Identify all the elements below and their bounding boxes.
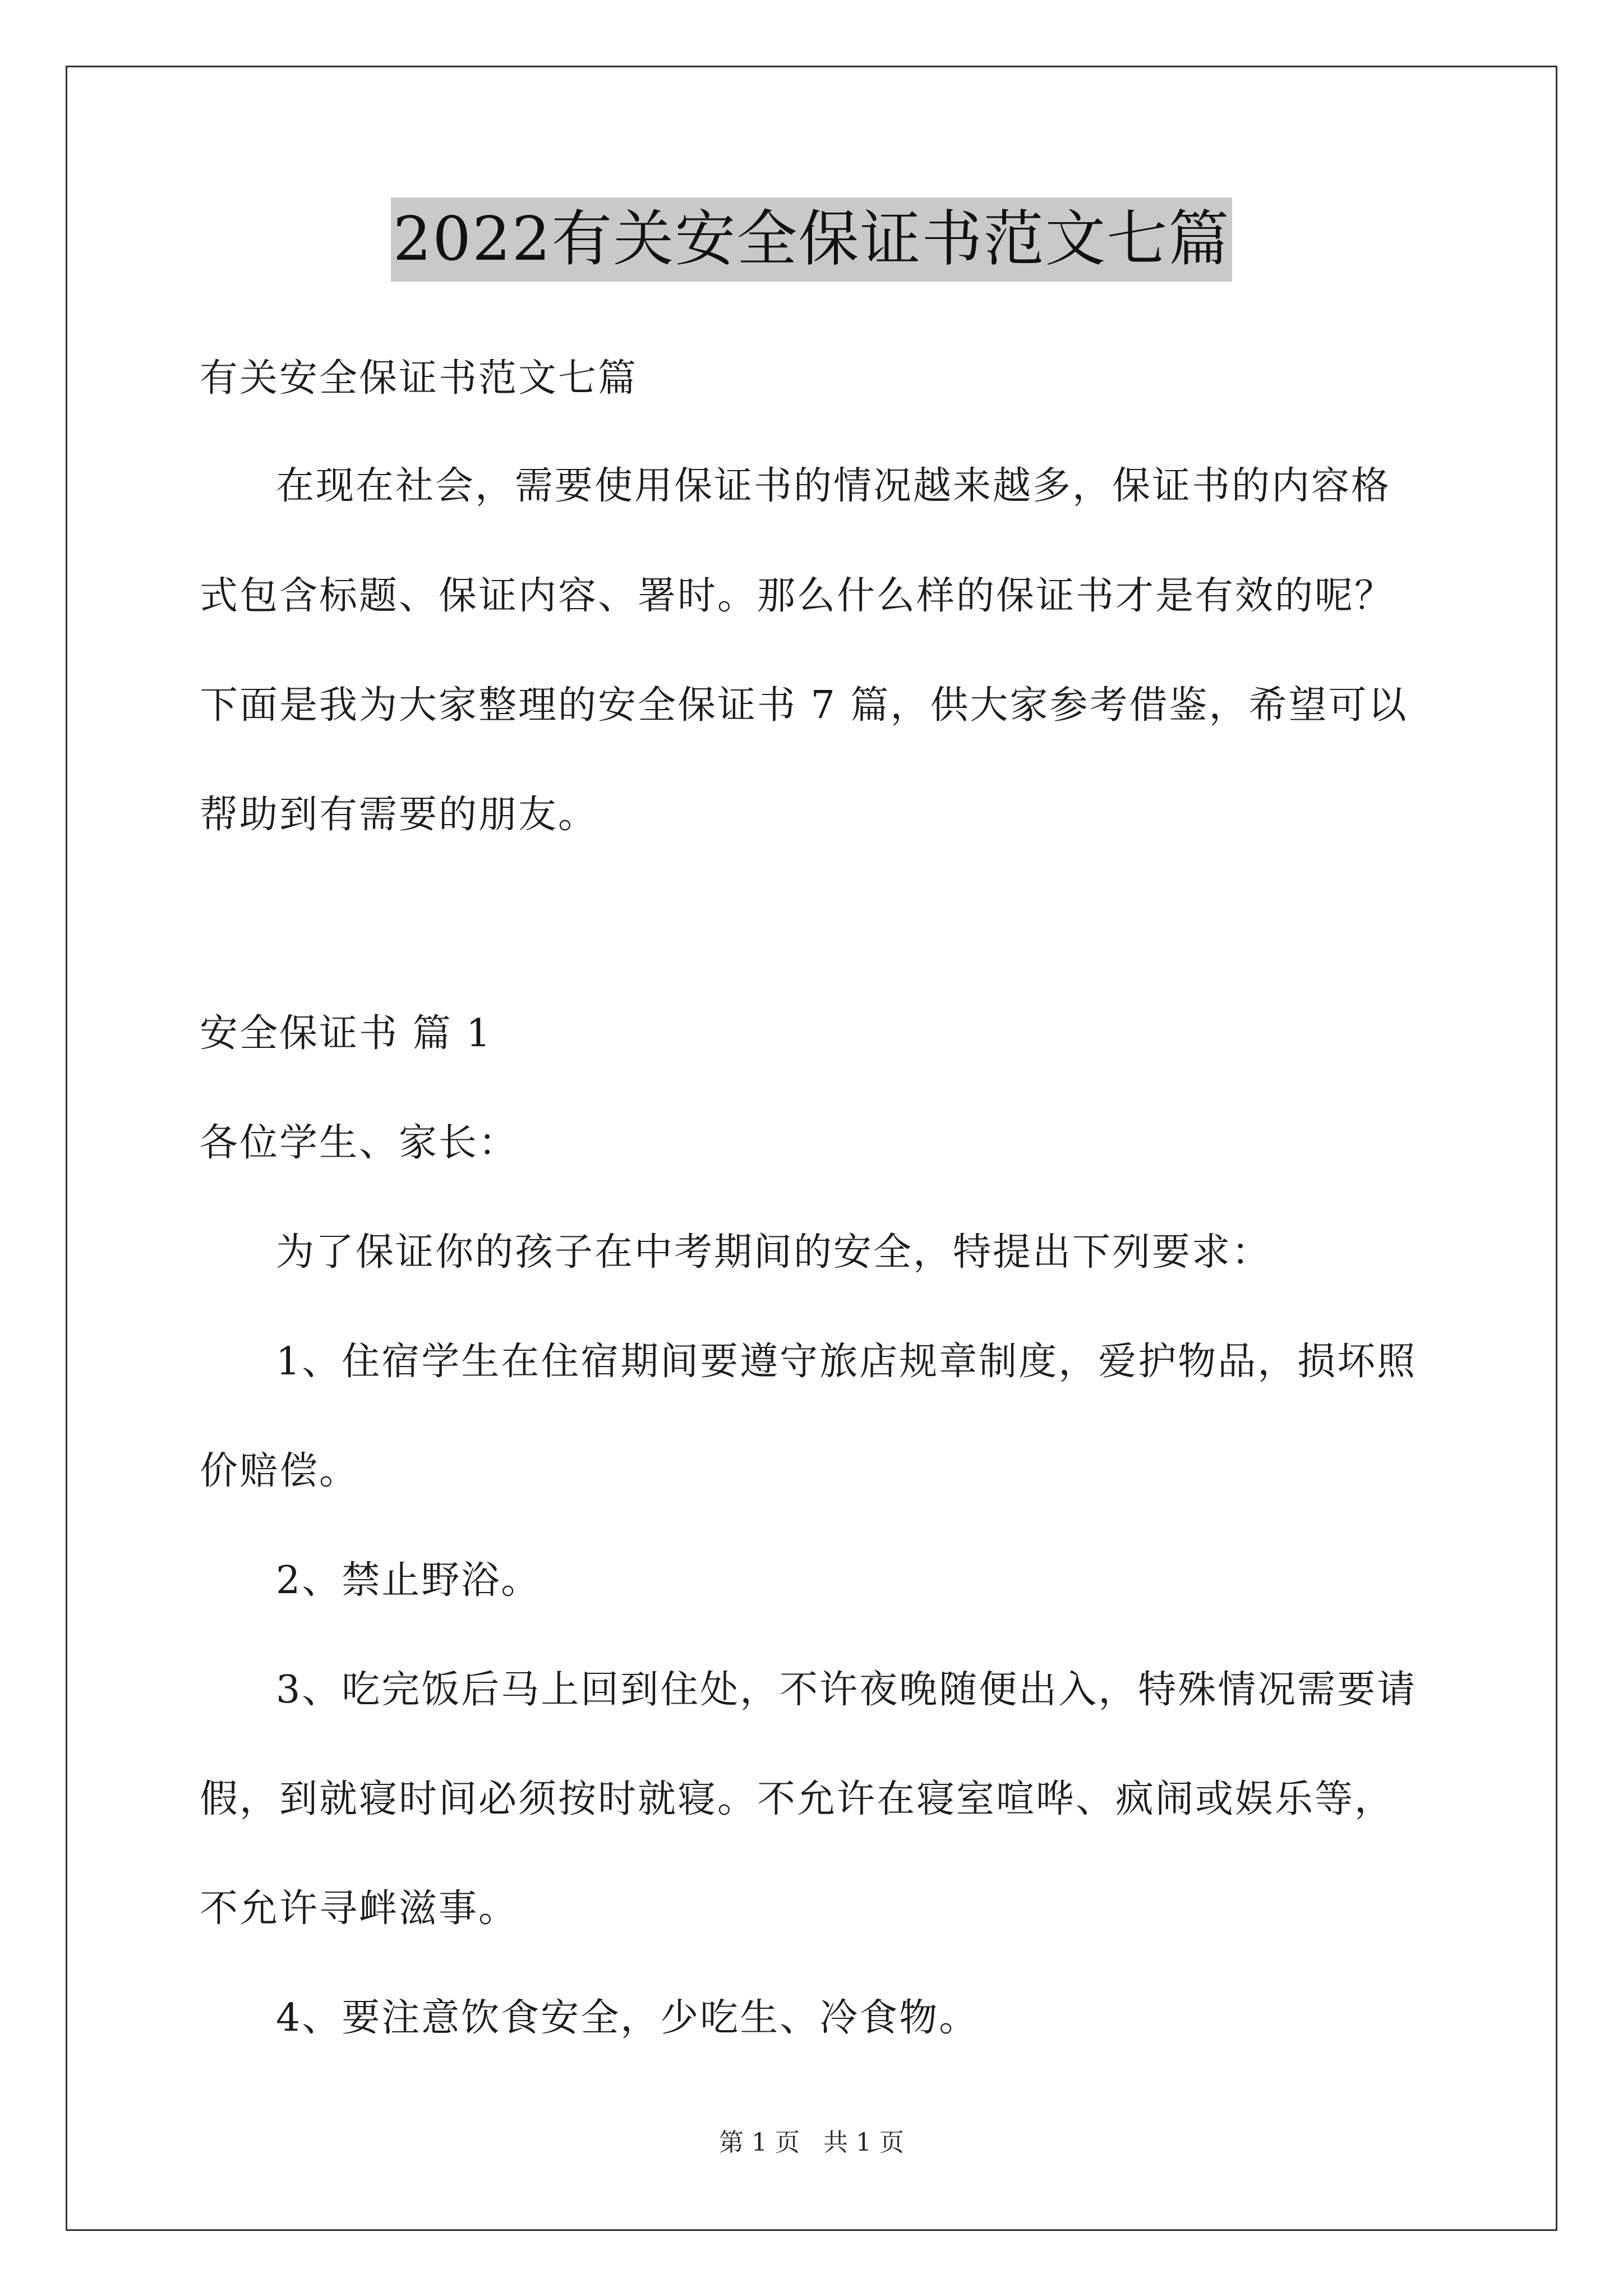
document-subtitle: 有关安全保证书范文七篇 <box>200 356 638 401</box>
intro-line: 帮助到有需要的朋友。 <box>200 793 598 837</box>
intro-line: 在现在社会，需要使用保证书的情况越来越多，保证书的内容格 <box>276 464 1391 508</box>
body-line: 2、禁止野浴。 <box>276 1558 541 1603</box>
intro-line: 式包含标题、保证内容、署时。那么什么样的保证书才是有效的呢？ <box>200 574 1395 618</box>
section-heading: 安全保证书 篇 1 <box>200 1011 492 1056</box>
body-line: 假，到就寝时间必须按时就寝。不允许在寝室喧哗、疯闹或娱乐等， <box>200 1777 1395 1821</box>
page-number-current: 第 1 页 <box>719 2128 800 2157</box>
body-line: 为了保证你的孩子在中考期间的安全，特提出下列要求： <box>276 1230 1272 1274</box>
body-line: 3、吃完饭后马上回到住处，不许夜晚随便出入，特殊情况需要请 <box>276 1668 1417 1712</box>
page-number-total: 共 1 页 <box>823 2128 904 2157</box>
page-footer <box>0 2126 1623 2160</box>
title-container <box>0 197 1623 282</box>
body-line: 价赔偿。 <box>200 1449 359 1493</box>
body-line: 1、住宿学生在住宿期间要遵守旅店规章制度，爱护物品，损坏照 <box>276 1340 1417 1384</box>
document-title: 2022有关安全保证书范文七篇 <box>391 197 1233 282</box>
intro-line: 下面是我为大家整理的安全保证书 7 篇，供大家参考借鉴，希望可以 <box>200 683 1408 728</box>
salutation: 各位学生、家长： <box>200 1121 519 1165</box>
body-line: 不允许寻衅滋事。 <box>200 1887 519 1931</box>
body-line: 4、要注意饮食安全，少吃生、冷食物。 <box>276 1996 979 2040</box>
